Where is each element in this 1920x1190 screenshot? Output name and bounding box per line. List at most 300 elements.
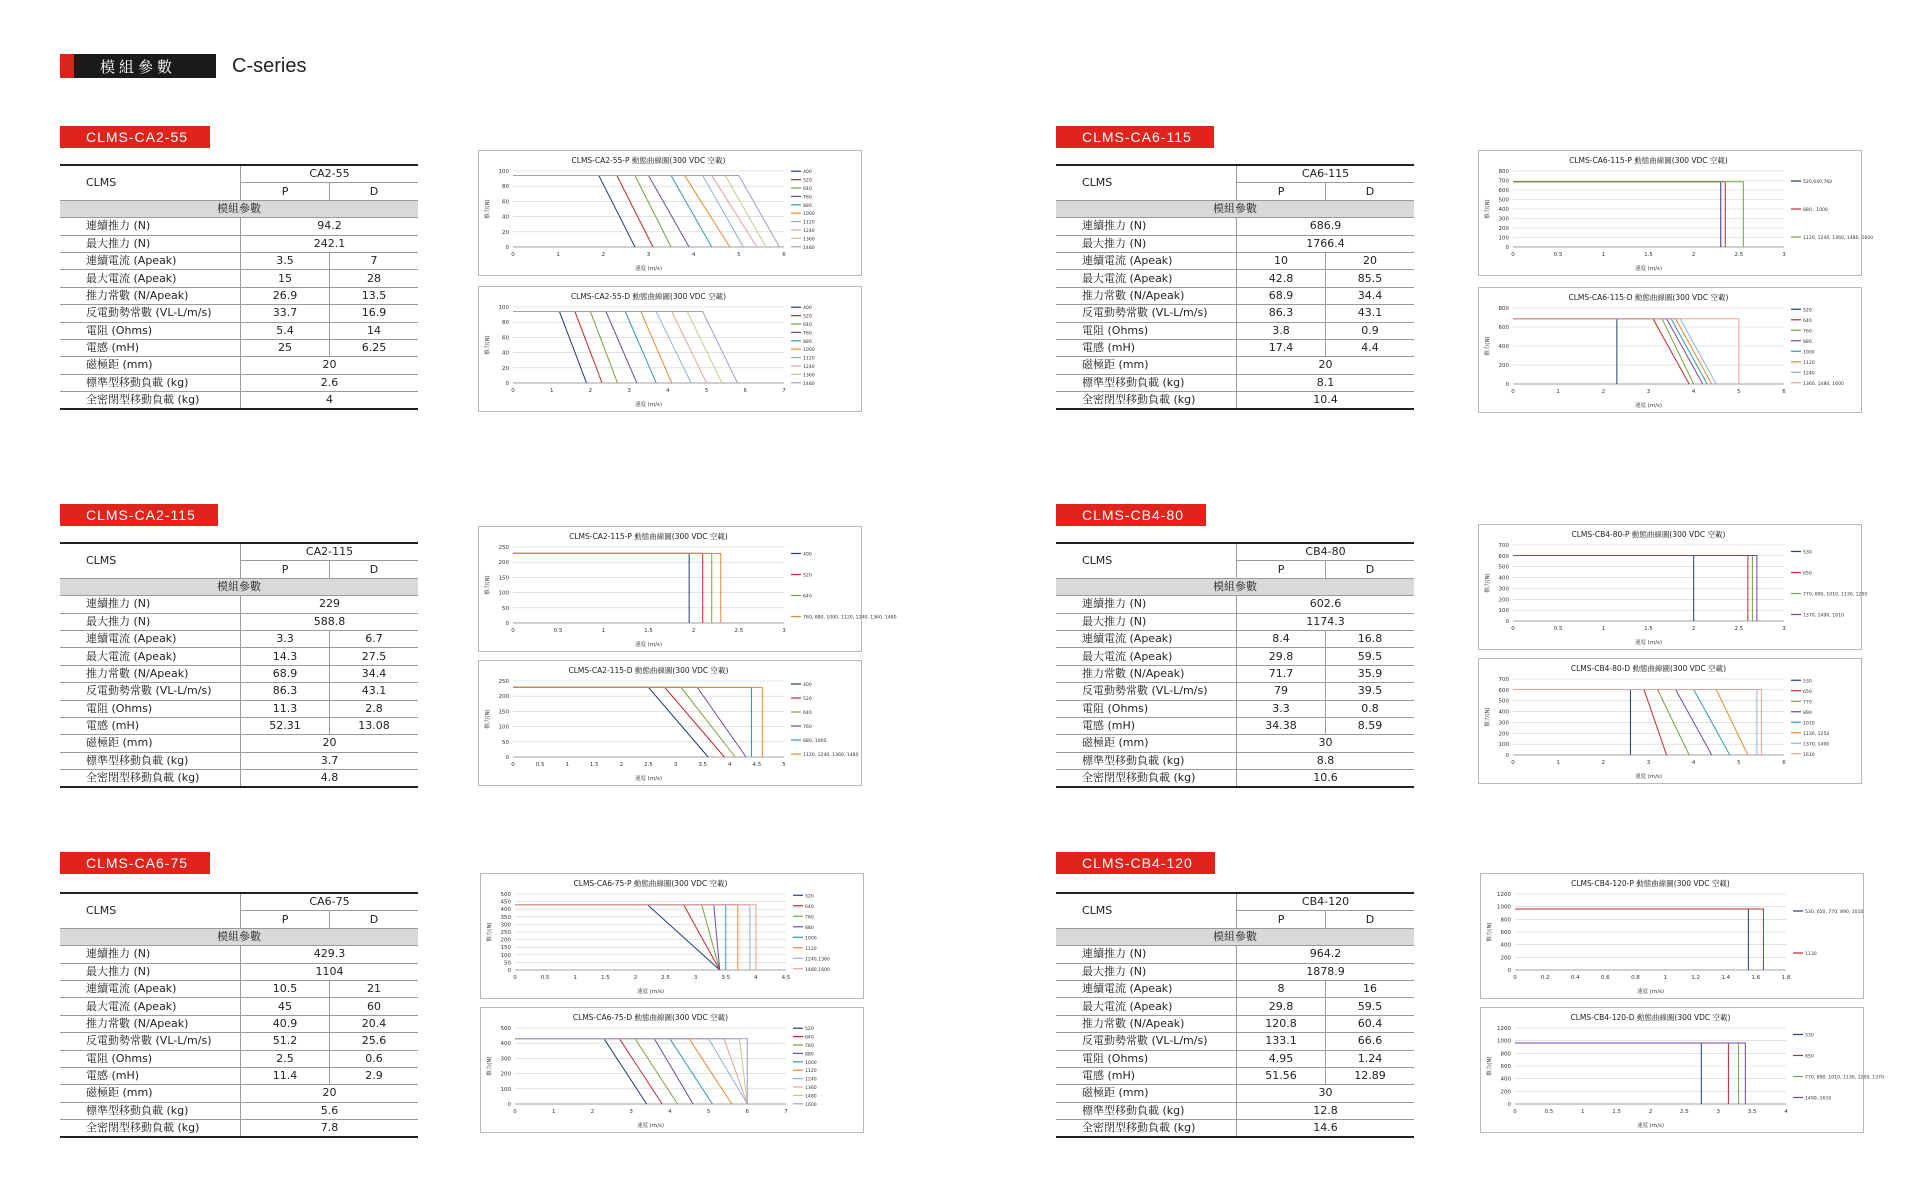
row-value-d: 59.5 bbox=[1326, 998, 1414, 1015]
x-axis-label: 速度 (m/s) bbox=[1636, 1123, 1665, 1129]
x-tick-label: 1 bbox=[1556, 389, 1560, 395]
table-row bbox=[60, 322, 418, 339]
x-tick-label: 1.5 bbox=[1612, 1109, 1621, 1115]
row-value-p: 42.8 bbox=[1237, 270, 1326, 287]
series-line bbox=[513, 687, 735, 757]
legend-label: 1360 bbox=[805, 1086, 817, 1091]
series-line bbox=[1515, 909, 1748, 970]
row-label: 電阻 (Ohms) bbox=[1056, 322, 1237, 339]
chart-title: CLMS-CB4-80-D 動態曲線圖(300 VDC 空載) bbox=[1570, 664, 1727, 673]
module-title: CLMS-CA6-75 bbox=[60, 852, 210, 874]
row-value: 10.4 bbox=[1237, 392, 1414, 410]
chart-title: CLMS-CA6-115-D 動態曲線圖(300 VDC 空載) bbox=[1568, 293, 1729, 302]
y-tick-label: 800 bbox=[1498, 306, 1509, 312]
legend-label: 760 bbox=[803, 725, 812, 730]
row-value-p: 4.95 bbox=[1237, 1050, 1326, 1067]
y-tick-label: 50 bbox=[502, 605, 509, 612]
x-tick-label: 1.8 bbox=[1781, 975, 1791, 981]
y-tick-label: 100 bbox=[498, 724, 509, 731]
row-label: 磁極距 (mm) bbox=[60, 357, 241, 374]
table-row bbox=[1056, 998, 1414, 1015]
legend-label: 1000 bbox=[805, 1060, 817, 1066]
table-row bbox=[1056, 357, 1414, 374]
section-header: 模組參數 bbox=[60, 928, 418, 945]
model-name: CA2-55 bbox=[241, 165, 418, 183]
spec-table bbox=[1056, 892, 1414, 1138]
row-value-d: 43.1 bbox=[1326, 305, 1414, 322]
legend-label: 650 bbox=[1803, 689, 1812, 695]
table-row bbox=[1056, 1085, 1414, 1102]
x-tick-label: 2.5 bbox=[1680, 1109, 1689, 1115]
table-row bbox=[60, 700, 418, 717]
y-tick-label: 400 bbox=[1498, 575, 1509, 582]
row-value: 2.6 bbox=[241, 374, 418, 391]
legend-label: 1240 bbox=[1803, 371, 1815, 377]
x-tick-label: 0 bbox=[511, 388, 515, 394]
row-label: 電感 (mH) bbox=[1056, 1067, 1237, 1084]
row-label: 推力常數 (N/Apeak) bbox=[1056, 287, 1237, 304]
row-value: 429.3 bbox=[241, 946, 418, 963]
series-line bbox=[1515, 1043, 1739, 1104]
y-tick-label: 400 bbox=[1500, 942, 1511, 949]
row-value-d: 2.9 bbox=[330, 1067, 418, 1084]
row-value-p: 34.38 bbox=[1237, 717, 1326, 734]
legend-label: 880 bbox=[803, 339, 812, 345]
y-axis-label: 推力(N) bbox=[1485, 707, 1491, 727]
row-label: 電阻 (Ohms) bbox=[60, 322, 241, 339]
x-tick-label: 2 bbox=[1601, 760, 1606, 766]
x-axis-label: 速度 (m/s) bbox=[634, 642, 663, 648]
chart-title: CLMS-CA2-55-D 動態曲線圖(300 VDC 空載) bbox=[570, 292, 727, 301]
x-tick-label: 1 bbox=[1663, 975, 1668, 981]
dynamic-curve-chart bbox=[1478, 150, 1874, 276]
row-value-d: 16.9 bbox=[330, 305, 418, 322]
table-row bbox=[1056, 630, 1414, 647]
chart-svg bbox=[479, 287, 861, 411]
legend-label: 1120 bbox=[1803, 360, 1815, 366]
y-tick-label: 400 bbox=[500, 1041, 511, 1048]
x-axis-label: 速度 (m/s) bbox=[634, 266, 663, 272]
x-tick-label: 0 bbox=[1511, 626, 1515, 632]
x-tick-label: 3.5 bbox=[721, 975, 731, 981]
row-value-p: 29.8 bbox=[1237, 998, 1326, 1015]
x-axis-label: 速度 (m/s) bbox=[636, 1123, 665, 1129]
row-label: 反電動勢常數 (VL-L/m/s) bbox=[60, 1033, 241, 1050]
legend-label: 1120 bbox=[803, 220, 815, 226]
legend-label: 770, 890, 1010, 1130, 1250, 1370 bbox=[1805, 1075, 1884, 1081]
series-line bbox=[515, 1039, 747, 1104]
y-tick-label: 100 bbox=[1498, 608, 1509, 615]
legend-label: 400 bbox=[803, 306, 812, 312]
series-line bbox=[1513, 319, 1712, 384]
row-value: 1766.4 bbox=[1237, 235, 1414, 252]
x-tick-label: 4 bbox=[1691, 760, 1696, 766]
row-label: 反電動勢常數 (VL-L/m/s) bbox=[60, 683, 241, 700]
table-row bbox=[1056, 287, 1414, 304]
row-value-p: 86.3 bbox=[1237, 305, 1326, 322]
series-line bbox=[515, 1039, 712, 1104]
dynamic-curve-chart bbox=[1480, 1007, 1884, 1133]
series-line bbox=[1513, 319, 1703, 384]
chart-title: CLMS-CA6-75-P 動態曲線圖(300 VDC 空載) bbox=[573, 879, 728, 888]
table-row bbox=[1056, 717, 1414, 734]
y-tick-label: 200 bbox=[1498, 363, 1509, 369]
x-tick-label: 0 bbox=[511, 628, 515, 634]
x-tick-label: 0.5 bbox=[540, 975, 550, 981]
legend-label: 1480 bbox=[803, 381, 815, 387]
row-value-d: 25.6 bbox=[330, 1033, 418, 1050]
legend-label: 1480,1600 bbox=[805, 967, 830, 973]
y-tick-label: 40 bbox=[502, 350, 509, 357]
row-value-d: 35.9 bbox=[1326, 665, 1414, 682]
legend-label: 640 bbox=[805, 904, 814, 910]
x-tick-label: 3 bbox=[1782, 252, 1786, 258]
x-tick-label: 1.2 bbox=[1691, 975, 1701, 981]
row-value: 686.9 bbox=[1237, 218, 1414, 235]
row-value-d: 16 bbox=[1326, 980, 1414, 997]
y-tick-label: 600 bbox=[1498, 687, 1509, 694]
chart-svg bbox=[1479, 659, 1861, 783]
x-tick-label: 2 bbox=[590, 1109, 595, 1115]
row-label: 最大推力 (N) bbox=[1056, 235, 1237, 252]
table-row bbox=[60, 596, 418, 613]
x-tick-label: 5 bbox=[737, 252, 741, 258]
x-tick-label: 3 bbox=[1646, 760, 1651, 766]
legend-label: 400 bbox=[803, 170, 812, 176]
series-line bbox=[513, 687, 746, 757]
x-tick-label: 1 bbox=[1601, 626, 1606, 632]
table-row bbox=[1056, 770, 1414, 788]
row-value-p: 40.9 bbox=[241, 1015, 330, 1032]
series-line bbox=[513, 687, 708, 757]
x-tick-label: 6 bbox=[743, 388, 748, 394]
clms-label: CLMS bbox=[60, 893, 241, 928]
y-axis-label: 推力(N) bbox=[487, 1056, 493, 1076]
y-tick-label: 0 bbox=[1505, 245, 1509, 251]
y-tick-label: 0 bbox=[1507, 1102, 1511, 1108]
row-label: 磁極距 (mm) bbox=[1056, 735, 1237, 752]
row-value-p: 14.3 bbox=[241, 648, 330, 665]
table-row bbox=[1056, 648, 1414, 665]
table-row bbox=[1056, 392, 1414, 410]
y-tick-label: 500 bbox=[500, 892, 511, 898]
row-label: 全密閉型移動負載 (kg) bbox=[1056, 770, 1237, 788]
y-tick-label: 0 bbox=[1507, 968, 1511, 974]
y-tick-label: 600 bbox=[1498, 325, 1509, 331]
y-tick-label: 600 bbox=[1500, 1064, 1511, 1070]
row-label: 最大電流 (Apeak) bbox=[1056, 270, 1237, 287]
row-label: 推力常數 (N/Apeak) bbox=[1056, 665, 1237, 682]
col-d-header: D bbox=[1326, 911, 1414, 928]
row-value-d: 20.4 bbox=[330, 1015, 418, 1032]
x-tick-label: 0 bbox=[511, 252, 515, 258]
row-value: 8.1 bbox=[1237, 374, 1414, 391]
row-value: 588.8 bbox=[241, 613, 418, 630]
y-tick-label: 200 bbox=[1500, 1089, 1511, 1096]
legend-label: 530 bbox=[1805, 1033, 1814, 1039]
row-value: 242.1 bbox=[241, 235, 418, 252]
table-row bbox=[1056, 700, 1414, 717]
row-label: 最大電流 (Apeak) bbox=[60, 998, 241, 1015]
y-tick-label: 1000 bbox=[1497, 904, 1511, 911]
row-value-p: 10.5 bbox=[241, 980, 330, 997]
row-label: 標準型移動負載 (kg) bbox=[60, 1102, 241, 1119]
y-tick-label: 150 bbox=[498, 575, 509, 582]
row-value-p: 15 bbox=[241, 270, 330, 287]
table-row bbox=[1056, 613, 1414, 630]
legend-label: 1000 bbox=[805, 936, 817, 942]
row-value: 1878.9 bbox=[1237, 963, 1414, 980]
row-value: 20 bbox=[241, 735, 418, 752]
model-name: CB4-80 bbox=[1237, 543, 1414, 561]
y-tick-label: 60 bbox=[502, 335, 509, 342]
dynamic-curve-chart bbox=[480, 1007, 864, 1133]
row-value-p: 45 bbox=[241, 998, 330, 1015]
row-label: 最大電流 (Apeak) bbox=[60, 270, 241, 287]
table-row bbox=[60, 339, 418, 356]
x-axis-label: 速度 (m/s) bbox=[634, 402, 663, 408]
row-value-p: 2.5 bbox=[241, 1050, 330, 1067]
table-row bbox=[60, 287, 418, 304]
table-row bbox=[1056, 963, 1414, 980]
row-value-p: 3.8 bbox=[1237, 322, 1326, 339]
table-row bbox=[60, 752, 418, 769]
y-tick-label: 500 bbox=[500, 1026, 511, 1032]
y-axis-label: 推力(N) bbox=[485, 709, 491, 729]
model-name: CB4-120 bbox=[1237, 893, 1414, 911]
col-d-header: D bbox=[330, 183, 418, 200]
x-tick-label: 1.6 bbox=[1751, 975, 1761, 981]
dynamic-curve-chart bbox=[1478, 658, 1862, 784]
x-tick-label: 1 bbox=[556, 252, 560, 258]
chart-svg bbox=[1479, 151, 1874, 275]
x-tick-label: 3.5 bbox=[698, 762, 708, 768]
row-value-d: 60.4 bbox=[1326, 1015, 1414, 1032]
row-label: 推力常數 (N/Apeak) bbox=[1056, 1015, 1237, 1032]
row-label: 電感 (mH) bbox=[1056, 339, 1237, 356]
x-tick-label: 0.5 bbox=[1544, 1109, 1554, 1115]
row-value-d: 21 bbox=[330, 980, 418, 997]
x-tick-label: 4 bbox=[691, 252, 696, 258]
legend-label: 880 bbox=[805, 1052, 814, 1058]
x-axis-label: 速度 (m/s) bbox=[1634, 774, 1663, 780]
y-tick-label: 350 bbox=[500, 914, 511, 921]
x-tick-label: 0.5 bbox=[1553, 252, 1563, 258]
table-row bbox=[60, 305, 418, 322]
x-tick-label: 0.5 bbox=[535, 762, 545, 768]
x-tick-label: 1 bbox=[1601, 252, 1606, 258]
table-row bbox=[1056, 322, 1414, 339]
x-tick-label: 3 bbox=[1716, 1109, 1720, 1115]
x-tick-label: 1 bbox=[565, 762, 569, 768]
y-tick-label: 0 bbox=[507, 1102, 511, 1108]
row-value-d: 6.25 bbox=[330, 339, 418, 356]
y-tick-label: 200 bbox=[498, 560, 509, 567]
legend-label: 1600 bbox=[805, 1102, 817, 1108]
legend-label: 770 bbox=[1803, 700, 1812, 706]
y-tick-label: 200 bbox=[500, 1071, 511, 1078]
legend-label: 640 bbox=[803, 711, 812, 716]
row-value: 30 bbox=[1237, 735, 1414, 752]
table-row bbox=[1056, 339, 1414, 356]
legend-label: 520 bbox=[803, 178, 812, 184]
dynamic-curve-chart bbox=[478, 286, 862, 412]
table-row bbox=[1056, 980, 1414, 997]
y-axis-label: 推力(N) bbox=[1485, 336, 1491, 356]
legend-label: 520 bbox=[803, 314, 812, 320]
legend-label: 520 bbox=[805, 894, 814, 900]
dynamic-curve-chart bbox=[1480, 873, 1864, 999]
y-tick-label: 600 bbox=[1498, 553, 1509, 560]
legend-label: 760 bbox=[805, 915, 814, 921]
page-title: C-series bbox=[232, 54, 307, 77]
y-tick-label: 200 bbox=[500, 937, 511, 944]
legend-label: 760, 880, 1000, 1120, 1240, 1360, 1480 bbox=[803, 615, 897, 621]
legend-label: 1360 bbox=[803, 373, 815, 379]
table-row bbox=[60, 1120, 418, 1138]
col-d-header: D bbox=[330, 561, 418, 578]
row-label: 反電動勢常數 (VL-L/m/s) bbox=[1056, 305, 1237, 322]
col-p-header: P bbox=[241, 561, 330, 578]
x-tick-label: 4 bbox=[754, 975, 758, 981]
legend-label: 650 bbox=[1805, 1054, 1814, 1060]
y-tick-label: 0 bbox=[1505, 753, 1509, 759]
y-axis-label: 推力(N) bbox=[1487, 1056, 1493, 1076]
row-label: 磁極距 (mm) bbox=[1056, 357, 1237, 374]
legend-label: 640 bbox=[805, 1035, 814, 1041]
model-name: CA6-115 bbox=[1237, 165, 1414, 183]
y-tick-label: 80 bbox=[502, 320, 509, 327]
row-value-d: 0.8 bbox=[1326, 700, 1414, 717]
module-title: CLMS-CA6-115 bbox=[1056, 126, 1214, 148]
row-label: 推力常數 (N/Apeak) bbox=[60, 287, 241, 304]
col-d-header: D bbox=[1326, 561, 1414, 578]
x-axis-label: 速度 (m/s) bbox=[1636, 989, 1665, 995]
x-tick-label: 3 bbox=[1782, 626, 1786, 632]
row-value-d: 28 bbox=[330, 270, 418, 287]
row-label: 最大推力 (N) bbox=[60, 613, 241, 630]
table-row bbox=[1056, 735, 1414, 752]
row-value-d: 2.8 bbox=[330, 700, 418, 717]
table-row bbox=[60, 946, 418, 963]
x-tick-label: 4 bbox=[1691, 389, 1696, 395]
x-tick-label: 7 bbox=[782, 388, 786, 394]
row-value-p: 51.2 bbox=[241, 1033, 330, 1050]
dynamic-curve-chart bbox=[478, 150, 862, 276]
module-title: CLMS-CB4-120 bbox=[1056, 852, 1215, 874]
chart-title: CLMS-CA2-55-P 動態曲線圖(300 VDC 空載) bbox=[571, 156, 726, 165]
x-tick-label: 0.6 bbox=[1600, 975, 1610, 981]
legend-label: 760 bbox=[1803, 329, 1812, 335]
row-value-d: 20 bbox=[1326, 252, 1414, 269]
row-value: 7.8 bbox=[241, 1120, 418, 1138]
y-tick-label: 500 bbox=[1498, 197, 1509, 204]
y-tick-label: 100 bbox=[1498, 742, 1509, 749]
row-label: 標準型移動負載 (kg) bbox=[1056, 1102, 1237, 1119]
row-value-p: 29.8 bbox=[1237, 648, 1326, 665]
dynamic-curve-chart bbox=[480, 873, 864, 999]
row-value-d: 7 bbox=[330, 252, 418, 269]
x-tick-label: 0.4 bbox=[1570, 975, 1580, 981]
legend-label: 520 bbox=[805, 1027, 814, 1033]
module-title: CLMS-CA2-55 bbox=[60, 126, 210, 148]
chart-title: CLMS-CB4-120-D 動態曲線圖(300 VDC 空載) bbox=[1570, 1013, 1731, 1022]
row-label: 電阻 (Ohms) bbox=[60, 700, 241, 717]
y-tick-label: 300 bbox=[500, 1056, 511, 1063]
model-name: CA6-75 bbox=[241, 893, 418, 911]
legend-label: 1480 bbox=[803, 245, 815, 251]
y-tick-label: 100 bbox=[498, 169, 509, 175]
table-row bbox=[60, 717, 418, 734]
table-row bbox=[1056, 1067, 1414, 1084]
row-label: 反電動勢常數 (VL-L/m/s) bbox=[60, 305, 241, 322]
row-value-p: 5.4 bbox=[241, 322, 330, 339]
legend-label: 520,640,760 bbox=[1803, 180, 1833, 185]
x-tick-label: 2.5 bbox=[1734, 626, 1744, 632]
x-tick-label: 3 bbox=[1646, 389, 1651, 395]
chart-title: CLMS-CA2-115-P 動態曲線圖(300 VDC 空載) bbox=[569, 532, 728, 541]
row-value-d: 66.6 bbox=[1326, 1033, 1414, 1050]
row-label: 連續電流 (Apeak) bbox=[60, 252, 241, 269]
col-d-header: D bbox=[330, 911, 418, 928]
x-tick-label: 2 bbox=[1648, 1109, 1653, 1115]
legend-label: 770, 890, 1010, 1130, 1250 bbox=[1803, 592, 1868, 598]
chart-svg bbox=[479, 151, 861, 275]
row-value: 20 bbox=[1237, 357, 1414, 374]
row-value-p: 51.56 bbox=[1237, 1067, 1326, 1084]
row-label: 推力常數 (N/Apeak) bbox=[60, 1015, 241, 1032]
y-tick-label: 1200 bbox=[1497, 1026, 1511, 1032]
legend-label: 640 bbox=[803, 323, 812, 328]
x-axis-label: 速度 (m/s) bbox=[636, 989, 665, 995]
row-value: 10.6 bbox=[1237, 770, 1414, 788]
series-line bbox=[515, 1039, 747, 1104]
y-tick-label: 200 bbox=[1498, 597, 1509, 604]
x-tick-label: 2.5 bbox=[1734, 252, 1744, 258]
y-tick-label: 40 bbox=[502, 214, 509, 221]
chart-title: CLMS-CA2-115-D 動態曲線圖(300 VDC 空載) bbox=[568, 666, 729, 675]
row-value-p: 3.3 bbox=[1237, 700, 1326, 717]
y-tick-label: 200 bbox=[1498, 731, 1509, 738]
y-tick-label: 450 bbox=[500, 899, 511, 906]
row-label: 連續推力 (N) bbox=[60, 946, 241, 963]
y-axis-label: 推力(N) bbox=[485, 575, 491, 595]
series-line bbox=[515, 905, 726, 970]
section-header: 模組參數 bbox=[1056, 200, 1414, 217]
legend-label: 1240,1360 bbox=[805, 957, 830, 963]
y-axis-label: 推力(N) bbox=[487, 922, 493, 942]
row-value-d: 0.6 bbox=[330, 1050, 418, 1067]
legend-label: 530 bbox=[1803, 679, 1812, 685]
row-label: 最大推力 (N) bbox=[1056, 613, 1237, 630]
x-tick-label: 1 bbox=[1556, 760, 1560, 766]
y-tick-label: 0 bbox=[507, 968, 511, 974]
x-tick-label: 0.5 bbox=[1553, 626, 1563, 632]
legend-label: 1010 bbox=[1803, 721, 1815, 727]
table-row bbox=[60, 1015, 418, 1032]
table-row bbox=[1056, 752, 1414, 769]
clms-label: CLMS bbox=[1056, 893, 1237, 928]
row-label: 連續電流 (Apeak) bbox=[60, 630, 241, 647]
table-row bbox=[1056, 683, 1414, 700]
x-tick-label: 7 bbox=[784, 1109, 788, 1115]
x-tick-label: 2 bbox=[1691, 626, 1696, 632]
row-value-d: 16.8 bbox=[1326, 630, 1414, 647]
row-value-p: 68.9 bbox=[241, 665, 330, 682]
row-label: 最大電流 (Apeak) bbox=[1056, 998, 1237, 1015]
y-axis-label: 推力(N) bbox=[485, 335, 491, 355]
y-tick-label: 800 bbox=[1500, 917, 1511, 924]
